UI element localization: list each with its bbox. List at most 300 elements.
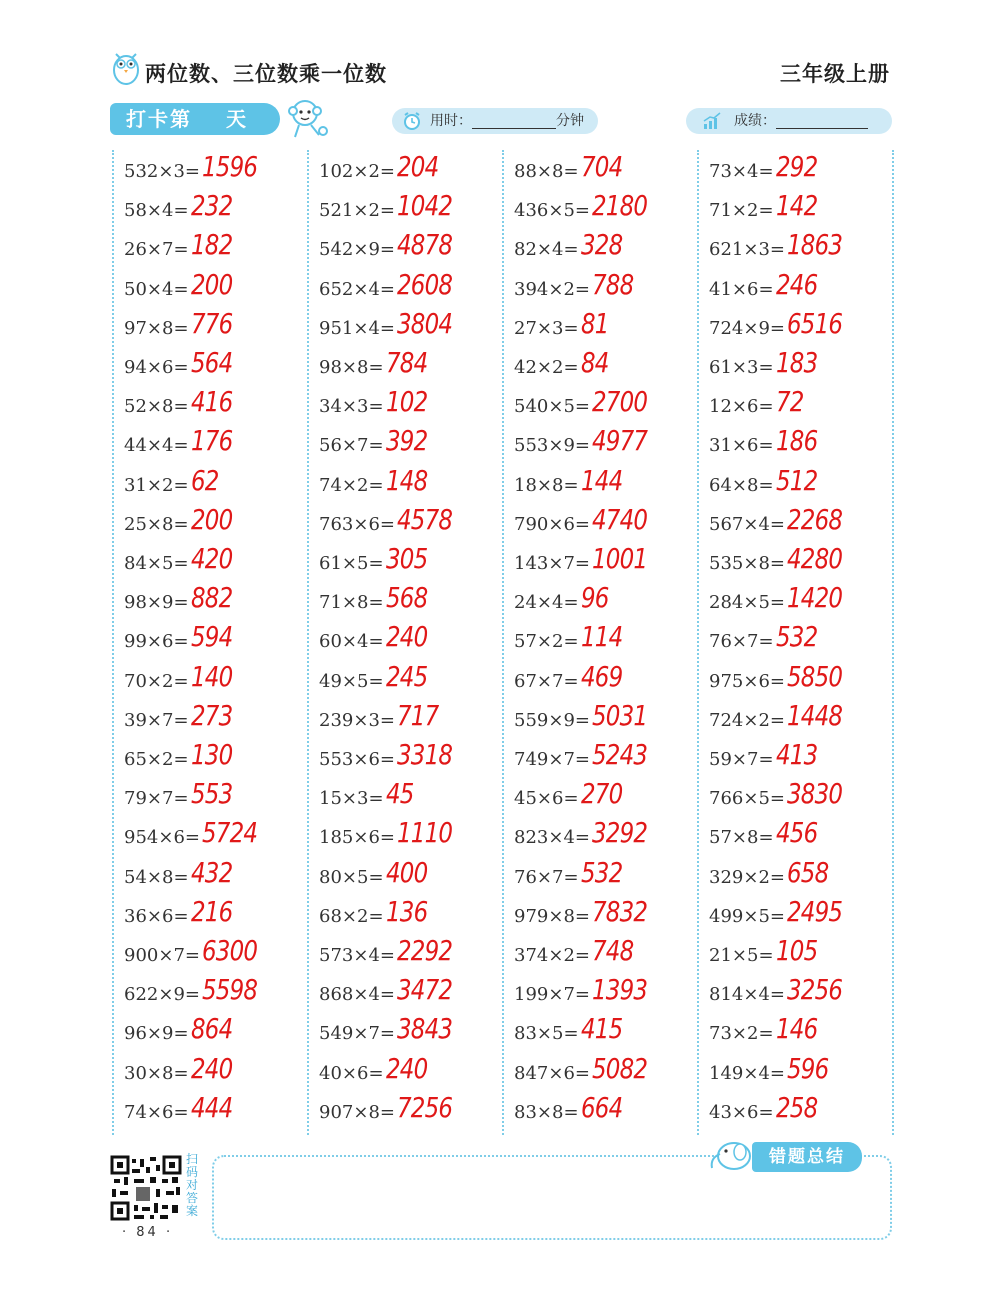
handwritten-answer[interactable]: 553 [191, 777, 233, 811]
problem-expression: 900×7= [124, 945, 200, 966]
handwritten-answer[interactable]: 183 [776, 346, 818, 379]
problem-row [319, 502, 509, 544]
time-unit: 分钟 [556, 113, 584, 129]
problem-expression: 83×5= [514, 1023, 579, 1045]
problem-row [124, 622, 314, 661]
problem-expression: 954×6= [124, 827, 200, 849]
problem-expression: 79×7= [124, 788, 189, 810]
problem-row [709, 855, 899, 897]
problem-row [514, 152, 704, 191]
problem-row [514, 855, 704, 897]
problem-expression: 21×5= [709, 945, 774, 966]
handwritten-answer[interactable]: 882 [191, 581, 233, 615]
handwritten-answer[interactable]: 140 [191, 659, 233, 693]
problem-row [709, 544, 899, 583]
problem-expression: 41×6= [709, 278, 774, 300]
problem-expression: 542×9= [319, 239, 395, 261]
handwritten-answer[interactable]: 6516 [787, 306, 843, 340]
handwritten-answer[interactable]: 416 [191, 385, 233, 419]
problem-expression: 74×6= [124, 1101, 189, 1123]
problem-expression: 94×6= [124, 357, 189, 378]
problem-row [514, 230, 704, 269]
problem-row [514, 387, 704, 426]
problem-expression: 83×8= [514, 1101, 579, 1123]
problem-row [124, 1014, 314, 1053]
problem-column [514, 150, 704, 1135]
handwritten-answer[interactable]: 596 [787, 1051, 829, 1085]
problem-row [514, 698, 704, 740]
problem-expression: 15×3= [319, 788, 384, 810]
handwritten-answer[interactable]: 45 [386, 777, 414, 811]
score-blank[interactable] [776, 113, 868, 129]
handwritten-answer[interactable]: 245 [386, 659, 428, 693]
handwritten-answer[interactable]: 328 [581, 228, 623, 262]
problem-expression: 30×8= [124, 1062, 189, 1084]
problem-row [514, 348, 704, 387]
problem-row [319, 1090, 509, 1132]
problem-expression: 185×6= [319, 827, 395, 849]
handwritten-answer[interactable]: 3292 [592, 816, 648, 850]
problem-expression: 50×4= [124, 278, 189, 300]
problem-row [319, 306, 509, 348]
problem-row [709, 463, 899, 505]
handwritten-answer[interactable]: 1863 [787, 228, 843, 262]
problem-row [514, 191, 704, 230]
handwritten-answer[interactable]: 2700 [592, 385, 648, 419]
handwritten-answer[interactable]: 148 [386, 463, 428, 497]
handwritten-answer[interactable]: 204 [397, 150, 439, 183]
problem-row [319, 894, 509, 936]
problem-row [709, 659, 899, 701]
handwritten-answer[interactable]: 392 [386, 424, 428, 458]
score-label: 成绩： [734, 113, 776, 129]
problem-row [709, 583, 899, 622]
problem-expression: 68×2= [319, 905, 384, 927]
problem-row [124, 152, 314, 191]
problem-expression: 43×6= [709, 1101, 774, 1123]
problem-row [709, 698, 899, 740]
problem-row [124, 463, 314, 505]
handwritten-answer[interactable]: 704 [581, 150, 623, 183]
problem-row [124, 740, 314, 779]
problem-expression: 70×2= [124, 670, 189, 692]
handwritten-answer[interactable]: 1001 [592, 542, 648, 575]
handwritten-answer[interactable]: 62 [191, 463, 219, 497]
problem-row [124, 426, 314, 465]
problem-expression: 814×4= [709, 984, 785, 1006]
handwritten-answer[interactable]: 784 [386, 346, 428, 379]
handwritten-answer[interactable]: 130 [191, 738, 233, 771]
problem-row [709, 191, 899, 230]
handwritten-answer[interactable]: 176 [191, 424, 233, 458]
problem-row [709, 622, 899, 661]
handwritten-answer[interactable]: 5850 [787, 659, 843, 693]
problem-expression: 71×8= [319, 592, 384, 614]
handwritten-answer[interactable]: 415 [581, 1012, 623, 1046]
handwritten-answer[interactable]: 788 [592, 267, 634, 301]
problem-row [124, 936, 314, 975]
problem-row [319, 1014, 509, 1053]
problem-expression: 61×5= [319, 553, 384, 574]
problem-expression: 80×5= [319, 866, 384, 888]
problem-expression: 540×5= [514, 396, 590, 418]
problem-expression: 868×4= [319, 984, 395, 1006]
problem-row [124, 502, 314, 544]
problem-expression: 96×9= [124, 1023, 189, 1045]
problem-expression: 56×7= [319, 435, 384, 457]
problem-row [319, 426, 509, 465]
handwritten-answer[interactable]: 144 [581, 463, 623, 497]
problem-row [709, 1051, 899, 1093]
problem-row [709, 502, 899, 544]
problem-row [124, 894, 314, 936]
problem-expression: 64×8= [709, 474, 774, 496]
problem-expression: 44×4= [124, 435, 189, 457]
mistake-summary-tab: 错题总结 [752, 1142, 862, 1172]
problem-expression: 40×6= [319, 1062, 384, 1084]
problem-expression: 18×8= [514, 474, 579, 496]
problem-expression: 36×6= [124, 905, 189, 927]
handwritten-answer[interactable]: 469 [581, 659, 623, 693]
problem-row [709, 267, 899, 309]
problem-row [514, 975, 704, 1014]
problem-column [124, 150, 314, 1135]
problem-expression: 763×6= [319, 513, 395, 535]
problem-expression: 149×4= [709, 1062, 785, 1084]
problem-expression: 436×5= [514, 200, 590, 222]
problem-row [319, 152, 509, 191]
handwritten-answer[interactable]: 142 [776, 189, 818, 223]
handwritten-answer[interactable]: 2268 [787, 502, 843, 536]
problem-row [319, 387, 509, 426]
handwritten-answer[interactable]: 3843 [397, 1012, 453, 1046]
problem-row [514, 936, 704, 975]
problem-expression: 88×8= [514, 161, 579, 182]
handwritten-answer[interactable]: 1448 [787, 698, 843, 732]
handwritten-answer[interactable]: 246 [776, 267, 818, 301]
problem-expression: 573×4= [319, 945, 395, 966]
problem-expression: 766×5= [709, 788, 785, 810]
handwritten-answer[interactable]: 532 [776, 620, 818, 654]
handwritten-answer[interactable]: 5082 [592, 1051, 648, 1085]
problem-row [124, 544, 314, 583]
handwritten-answer[interactable]: 240 [386, 1051, 428, 1085]
handwritten-answer[interactable]: 4280 [787, 542, 843, 575]
problem-row [514, 779, 704, 818]
problem-expression: 73×4= [709, 161, 774, 182]
time-field [392, 108, 598, 134]
handwritten-answer[interactable]: 5598 [202, 973, 258, 1007]
problem-row [514, 306, 704, 348]
problem-row [709, 306, 899, 348]
handwritten-answer[interactable]: 292 [776, 150, 818, 183]
checkin-prefix: 打卡第 [126, 107, 192, 131]
handwritten-answer[interactable]: 200 [191, 502, 233, 536]
problem-expression: 39×7= [124, 709, 189, 731]
problem-expression: 57×2= [514, 631, 579, 653]
handwritten-answer[interactable]: 456 [776, 816, 818, 850]
handwritten-answer[interactable]: 240 [386, 620, 428, 654]
handwritten-answer[interactable]: 4740 [592, 502, 648, 536]
problem-expression: 567×4= [709, 513, 785, 535]
handwritten-answer[interactable]: 270 [581, 777, 623, 811]
problem-expression: 847×6= [514, 1062, 590, 1084]
problem-row [124, 1090, 314, 1132]
problem-row [514, 1090, 704, 1132]
handwritten-answer[interactable]: 1042 [397, 189, 453, 223]
problem-expression: 71×2= [709, 200, 774, 222]
problem-row [319, 191, 509, 230]
handwritten-answer[interactable]: 273 [191, 698, 233, 732]
problem-expression: 31×6= [709, 435, 774, 457]
problem-row [319, 936, 509, 975]
problem-row [709, 426, 899, 465]
problem-expression: 27×3= [514, 317, 579, 339]
problem-expression: 59×7= [709, 749, 774, 770]
handwritten-answer[interactable]: 305 [386, 542, 428, 575]
handwritten-answer[interactable]: 776 [191, 306, 233, 340]
problem-expression: 61×3= [709, 357, 774, 378]
problem-expression: 99×6= [124, 631, 189, 653]
handwritten-answer[interactable]: 1110 [397, 816, 453, 850]
handwritten-answer[interactable]: 532 [581, 855, 623, 889]
handwritten-answer[interactable]: 4878 [397, 228, 453, 262]
problem-grid [112, 150, 892, 1135]
handwritten-answer[interactable]: 96 [581, 581, 609, 615]
handwritten-answer[interactable]: 114 [581, 620, 623, 654]
handwritten-answer[interactable]: 864 [191, 1012, 233, 1046]
handwritten-answer[interactable]: 3256 [787, 973, 843, 1007]
problem-row [124, 306, 314, 348]
handwritten-answer[interactable]: 444 [191, 1090, 233, 1124]
problem-row [709, 387, 899, 426]
problem-row [319, 740, 509, 779]
problem-expression: 25×8= [124, 513, 189, 535]
problem-expression: 329×2= [709, 866, 785, 888]
problem-row [319, 230, 509, 269]
column-divider [112, 150, 114, 1135]
problem-row [319, 622, 509, 661]
problem-row [124, 975, 314, 1014]
problem-expression: 98×8= [319, 357, 384, 378]
problem-row [124, 230, 314, 269]
problem-expression: 374×2= [514, 945, 590, 966]
handwritten-answer[interactable]: 4977 [592, 424, 648, 458]
grade-label: 三年级上册 [780, 62, 890, 86]
handwritten-answer[interactable]: 3318 [397, 738, 453, 771]
problem-row [514, 544, 704, 583]
time-label: 用时： [430, 113, 472, 129]
problem-expression: 535×8= [709, 553, 785, 574]
handwritten-answer[interactable]: 240 [191, 1051, 233, 1085]
handwritten-answer[interactable]: 2608 [397, 267, 453, 301]
handwritten-answer[interactable]: 3830 [787, 777, 843, 811]
problem-expression: 57×8= [709, 827, 774, 849]
problem-row [124, 191, 314, 230]
problem-row [709, 1090, 899, 1132]
handwritten-answer[interactable]: 3472 [397, 973, 453, 1007]
problem-expression: 394×2= [514, 278, 590, 300]
problem-expression: 532×3= [124, 161, 200, 182]
problem-row [514, 267, 704, 309]
qr-code-icon [110, 1155, 182, 1221]
problem-row [514, 818, 704, 857]
handwritten-answer[interactable]: 594 [191, 620, 233, 654]
problem-expression: 652×4= [319, 278, 395, 300]
handwritten-answer[interactable]: 5031 [592, 698, 648, 732]
handwritten-answer[interactable]: 4578 [397, 502, 453, 536]
handwritten-answer[interactable]: 5243 [592, 738, 648, 771]
problem-expression: 31×2= [124, 474, 189, 496]
problem-row [709, 818, 899, 857]
handwritten-answer[interactable]: 84 [581, 346, 609, 379]
rising-chart-icon [702, 111, 722, 131]
handwritten-answer[interactable]: 182 [191, 228, 233, 262]
handwritten-answer[interactable]: 1393 [592, 973, 648, 1007]
problem-expression: 907×8= [319, 1101, 395, 1123]
problem-expression: 42×2= [514, 357, 579, 378]
problem-row [124, 698, 314, 740]
problem-row [709, 348, 899, 387]
handwritten-answer[interactable]: 717 [397, 698, 439, 732]
handwritten-answer[interactable]: 568 [386, 581, 428, 615]
problem-row [514, 622, 704, 661]
problem-row [709, 1014, 899, 1053]
problem-row [709, 936, 899, 975]
handwritten-answer[interactable]: 258 [776, 1090, 818, 1124]
problem-column [709, 150, 899, 1135]
checkin-suffix: 天 [226, 107, 248, 131]
problem-expression: 951×4= [319, 317, 395, 339]
problem-expression: 823×4= [514, 827, 590, 849]
problem-expression: 553×6= [319, 749, 395, 770]
handwritten-answer[interactable]: 2180 [592, 189, 648, 223]
problem-row [124, 583, 314, 622]
problem-expression: 52×8= [124, 396, 189, 418]
problem-expression: 98×9= [124, 592, 189, 614]
handwritten-answer[interactable]: 232 [191, 189, 233, 223]
problem-expression: 45×6= [514, 788, 579, 810]
problem-expression: 749×7= [514, 749, 590, 770]
problem-row [514, 1014, 704, 1053]
handwritten-answer[interactable]: 7256 [397, 1090, 453, 1124]
problem-expression: 724×9= [709, 317, 785, 339]
problem-expression: 24×4= [514, 592, 579, 614]
handwritten-answer[interactable]: 146 [776, 1012, 818, 1046]
problem-row [124, 267, 314, 309]
qr-caption: 扫码对答案 [186, 1152, 199, 1218]
problem-row [709, 230, 899, 269]
handwritten-answer[interactable]: 1420 [787, 581, 843, 615]
problem-row [124, 818, 314, 857]
problem-row [124, 855, 314, 897]
handwritten-answer[interactable]: 2495 [787, 894, 843, 928]
problem-expression: 73×2= [709, 1023, 774, 1045]
problem-expression: 82×4= [514, 239, 579, 261]
problem-row [319, 1051, 509, 1093]
problem-expression: 97×8= [124, 317, 189, 339]
problem-expression: 102×2= [319, 161, 395, 182]
problem-expression: 549×7= [319, 1023, 395, 1045]
handwritten-answer[interactable]: 186 [776, 424, 818, 458]
handwritten-answer[interactable]: 200 [191, 267, 233, 301]
problem-row [514, 659, 704, 701]
handwritten-answer[interactable]: 5724 [202, 816, 258, 850]
handwritten-answer[interactable]: 512 [776, 463, 818, 497]
handwritten-answer[interactable]: 216 [191, 894, 233, 928]
problem-expression: 284×5= [709, 592, 785, 614]
problem-row [319, 818, 509, 857]
handwritten-answer[interactable]: 1596 [202, 150, 258, 183]
monkey-mascot-icon [283, 95, 331, 139]
problem-expression: 790×6= [514, 513, 590, 535]
handwritten-answer[interactable]: 105 [776, 934, 818, 967]
problem-expression: 559×9= [514, 709, 590, 731]
handwritten-answer[interactable]: 136 [386, 894, 428, 928]
problem-row [319, 779, 509, 818]
problem-row [709, 779, 899, 818]
problem-row [124, 387, 314, 426]
handwritten-answer[interactable]: 400 [386, 855, 428, 889]
problem-row [709, 152, 899, 191]
problem-expression: 521×2= [319, 200, 395, 222]
handwritten-answer[interactable]: 3804 [397, 306, 453, 340]
problem-row [514, 463, 704, 505]
problem-expression: 975×6= [709, 670, 785, 692]
handwritten-answer[interactable]: 432 [191, 855, 233, 889]
problem-row [124, 659, 314, 701]
problem-expression: 58×4= [124, 200, 189, 222]
problem-expression: 34×3= [319, 396, 384, 418]
problem-row [319, 583, 509, 622]
problem-row [319, 855, 509, 897]
handwritten-answer[interactable]: 664 [581, 1090, 623, 1124]
problem-row [514, 894, 704, 936]
problem-expression: 67×7= [514, 670, 579, 692]
elephant-mascot-icon [706, 1136, 756, 1172]
handwritten-answer[interactable]: 420 [191, 542, 233, 575]
problem-expression: 499×5= [709, 905, 785, 927]
handwritten-answer[interactable]: 413 [776, 738, 818, 771]
handwritten-answer[interactable]: 748 [592, 934, 634, 967]
problem-expression: 979×8= [514, 905, 590, 927]
problem-row [319, 348, 509, 387]
handwritten-answer[interactable]: 72 [776, 385, 804, 419]
handwritten-answer[interactable]: 81 [581, 306, 609, 340]
problem-row [514, 583, 704, 622]
handwritten-answer[interactable]: 102 [386, 385, 428, 419]
problem-row [709, 894, 899, 936]
handwritten-answer[interactable]: 2292 [397, 934, 453, 967]
problem-row [124, 348, 314, 387]
problem-expression: 76×7= [709, 631, 774, 653]
handwritten-answer[interactable]: 564 [191, 346, 233, 379]
handwritten-answer[interactable]: 658 [787, 855, 829, 889]
problem-column [319, 150, 509, 1135]
problem-row [319, 698, 509, 740]
problem-expression: 239×3= [319, 709, 395, 731]
problem-row [319, 544, 509, 583]
checkin-banner [110, 103, 280, 135]
time-blank[interactable] [472, 113, 556, 129]
problem-row [319, 659, 509, 701]
handwritten-answer[interactable]: 7832 [592, 894, 648, 928]
problem-expression: 143×7= [514, 553, 590, 574]
handwritten-answer[interactable]: 6300 [202, 934, 258, 967]
page-number: · 84 · [122, 1225, 174, 1240]
problem-row [709, 975, 899, 1014]
problem-row [709, 740, 899, 779]
